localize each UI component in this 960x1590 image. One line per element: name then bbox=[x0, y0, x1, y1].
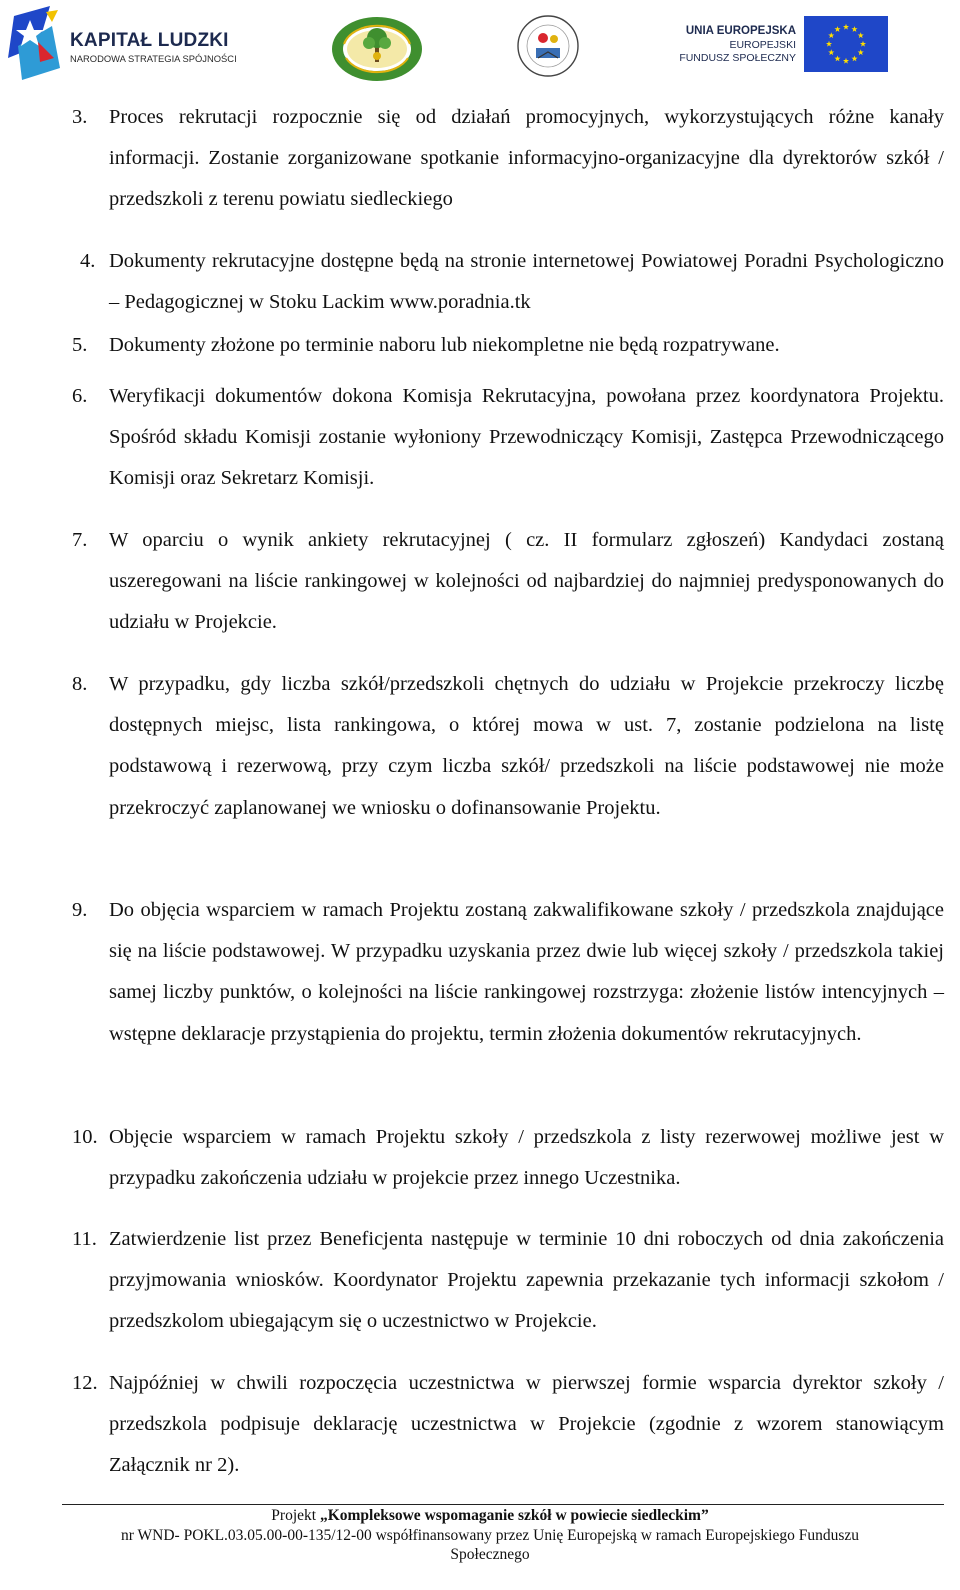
item-number: 4. bbox=[80, 250, 96, 272]
item-text: Proces rekrutacji rozpocznie się od działań promocyjnych, wykorzystujących różne kanały informacji. Zostanie zorganizowane spotkanie informacyjno-organizacyjne dla dyrektorów szkół / przedszkoli z terenu powiatu siedleckiego bbox=[109, 106, 944, 211]
list-item bbox=[72, 376, 944, 500]
list-item bbox=[72, 1219, 944, 1343]
eu-logo bbox=[679, 14, 892, 74]
item-text: Do objęcia wsparciem w ramach Projektu zostaną zakwalifikowane szkoły / przedszkola znajdujące się na liście podstawowej. W przypadku uzyskania przez dwie lub więcej szkoły / przedszkola takiej samej liczby punktów, o kolejności na liście rankingowej rozstrzyga: złożenie listów intencyjnych – wstępne deklaracje przystąpienia do projektu, termin złożenia dokumentów rekrutacyjnych. bbox=[109, 899, 944, 1045]
powiat-siedlecki-logo bbox=[330, 16, 424, 82]
poradnia-logo bbox=[516, 8, 580, 84]
kapital-ludzki-emblem-icon bbox=[8, 6, 66, 80]
item-number: 9. bbox=[72, 899, 88, 921]
kapital-ludzki-title: KAPITAŁ LUDZKI bbox=[70, 30, 229, 51]
item-text: Zatwierdzenie list przez Beneficjenta następuje w terminie 10 dni roboczych od dnia zakończenia przyjmowania wniosków. Koordynator Projektu zapewnia przekazanie tych informacji szkołom / przedszkolom ubiegającym się o uczestnictwo w Projekcie. bbox=[109, 1228, 944, 1333]
item-text: Objęcie wsparciem w ramach Projektu szkoły / przedszkola z listy rezerwowej możliwe jest w przypadku zakończenia udziału w projekcie przez innego Uczestnika. bbox=[109, 1126, 944, 1190]
item-number: 6. bbox=[72, 385, 88, 407]
item-number: 7. bbox=[72, 529, 88, 551]
eu-logo-line2: EUROPEJSKI bbox=[729, 39, 796, 51]
item-number: 5. bbox=[72, 334, 88, 356]
footer-divider bbox=[62, 1504, 944, 1505]
item-number: 12. bbox=[72, 1372, 98, 1394]
footer-line-1 bbox=[40, 1506, 940, 1526]
item-number: 10. bbox=[72, 1126, 98, 1148]
item-text: Najpóźniej w chwili rozpoczęcia uczestnictwa w pierwszej formie wsparcia dyrektor szkoły / przedszkola podpisuje deklarację uczestnictwa w Projekcie (zgodnie z wzorem stanowiącym Załącznik nr 2). bbox=[109, 1372, 944, 1477]
footer-prefix: Projekt bbox=[271, 1507, 320, 1524]
page-footer bbox=[40, 1506, 940, 1565]
list-item bbox=[72, 520, 944, 644]
list-item bbox=[72, 1117, 944, 1199]
list-item bbox=[72, 241, 944, 323]
list-item bbox=[72, 1363, 944, 1487]
kapital-ludzki-subtitle: NARODOWA STRATEGIA SPÓJNOŚCI bbox=[70, 53, 237, 64]
kapital-ludzki-logo bbox=[8, 6, 238, 82]
footer-project-name: „Kompleksowe wspomaganie szkół w powiecie siedleckim” bbox=[319, 1507, 709, 1524]
list-item bbox=[72, 325, 944, 366]
item-text: Dokumenty rekrutacyjne dostępne będą na stronie internetowej Powiatowej Poradni Psychologiczno – Pedagogicznej w Stoku Lackim www.poradnia.tk bbox=[109, 250, 944, 314]
footer-line-2: nr WND- POKL.03.05.00-00-135/12-00 współfinansowany przez Unię Europejską w ramach Europejskiego Funduszu bbox=[121, 1526, 859, 1544]
header-logo-bar bbox=[0, 0, 960, 92]
list-item bbox=[72, 97, 944, 221]
list-item bbox=[72, 890, 944, 1055]
footer-line-3: Społecznego bbox=[450, 1546, 530, 1563]
item-number: 8. bbox=[72, 673, 88, 695]
item-text: Dokumenty złożone po terminie naboru lub niekompletne nie będą rozpatrywane. bbox=[109, 334, 780, 356]
item-text: W oparciu o wynik ankiety rekrutacyjnej ( cz. II formularz zgłoszeń) Kandydaci zostaną uszeregowani na liście rankingowej w kolejności od najbardziej do najmniej predysponowanych do udziału w Projekcie. bbox=[109, 529, 944, 634]
powiat-siedlecki-emblem-icon bbox=[330, 16, 424, 82]
item-number: 11. bbox=[72, 1228, 97, 1250]
item-number: 3. bbox=[72, 106, 88, 128]
eu-flag-icon bbox=[804, 16, 888, 72]
eu-logo-line1: UNIA EUROPEJSKA bbox=[685, 25, 796, 37]
poradnia-emblem-icon bbox=[516, 8, 580, 84]
item-text: Weryfikacji dokumentów dokona Komisja Rekrutacyjna, powołana przez koordynatora Projektu. Spośród składu Komisji zostanie wyłoniony Przewodniczący Komisji, Zastępca Przewodniczącego Komisji oraz Sekretarz Komisji. bbox=[109, 385, 944, 490]
list-item bbox=[72, 664, 944, 829]
eu-logo-line3: FUNDUSZ SPOŁECZNY bbox=[679, 52, 796, 64]
item-text: W przypadku, gdy liczba szkół/przedszkoli chętnych do udziału w Projekcie przekroczy liczbę dostępnych miejsc, lista rankingowa, o której mowa w ust. 7, zostanie podzielona na listę podstawową i rezerwową, przy czym liczba szkół/ przedszkoli na liście podstawowej nie może przekroczyć zaplanowanej we wniosku o dofinansowanie Projektu. bbox=[109, 673, 944, 819]
